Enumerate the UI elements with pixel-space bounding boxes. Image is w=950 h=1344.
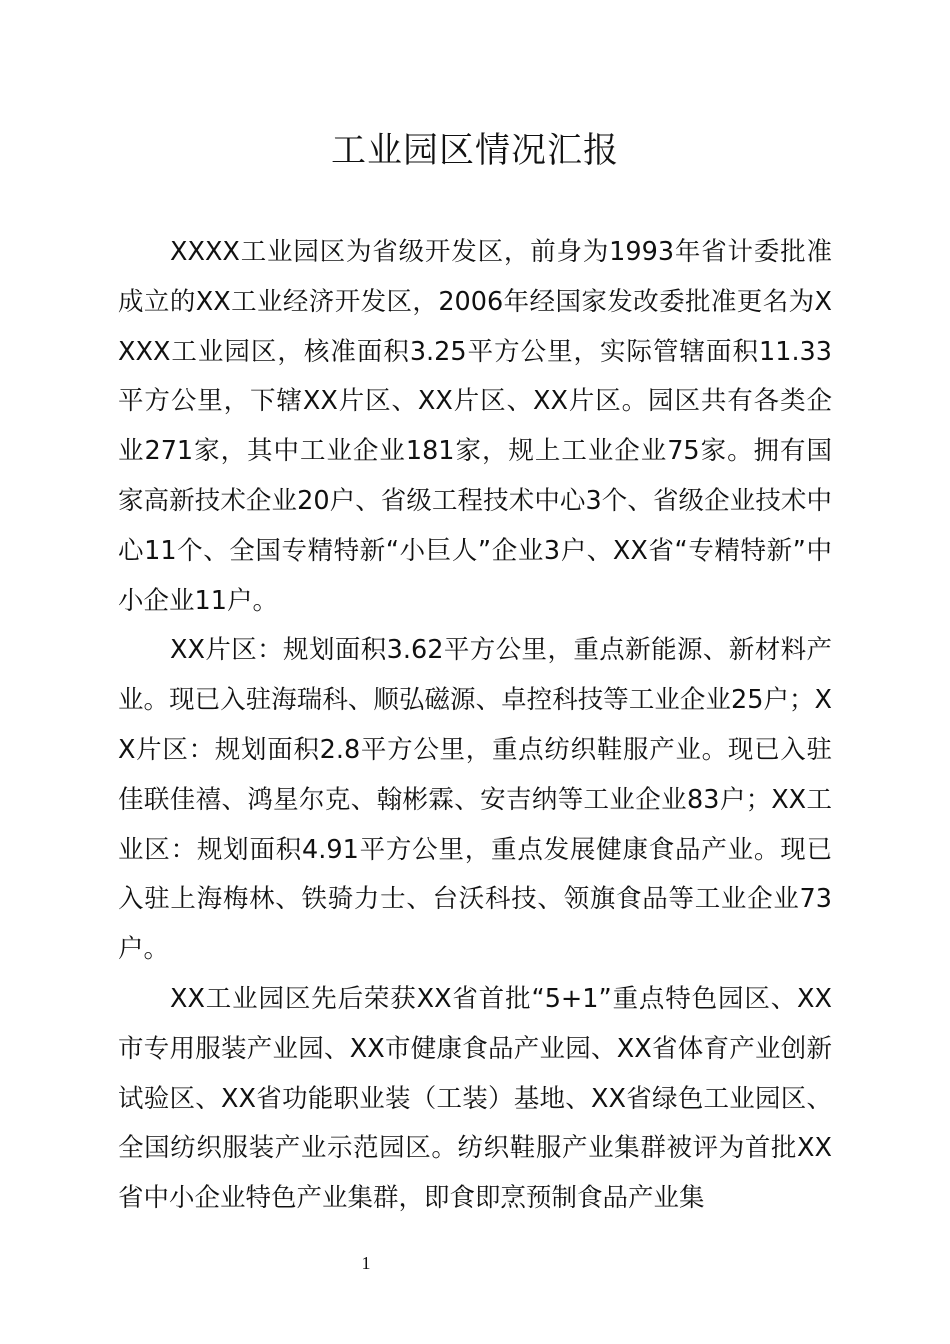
document-body — [118, 228, 832, 1224]
paragraph-honors: XX工业园区先后荣获XX省首批“5+1”重点特色园区、XX市专用服装产业园、XX市健康食品产业园、XX省体育产业创新试验区、XX省功能职业装（工装）基地、XX省绿色工业园区、全国纺织服装产业示范园区。纺织鞋服产业集群被评为首批XX省中小企业特色产业集群，即食即烹预制食品产业集 — [118, 983, 832, 1214]
page-number: 1 — [361, 1253, 371, 1273]
paragraph-districts: XX片区：规划面积3.62平方公里，重点新能源、新材料产业。现已入驻海瑞科、顺弘磁源、卓控科技等工业企业25户；XX片区：规划面积2.8平方公里，重点纺织鞋服产业。现已入驻佳联佳禧、鸿星尔克、翰彬霖、安吉纳等工业企业83户；XX工业区：规划面积4.91平方公里，重点发展健康食品产业。现已入驻上海梅林、铁骑力士、台沃科技、领旗食品等工业企业73户。 — [118, 635, 832, 965]
paragraph-overview: XXXX工业园区为省级开发区，前身为1993年省计委批准成立的XX工业经济开发区，2006年经国家发改委批准更名为XXXX工业园区，核准面积3.25平方公里，实际管辖面积11.33平方公里，下辖XX片区、XX片区、XX片区。园区共有各类企业271家，其中工业企业181家，规上工业企业75家。拥有国家高新技术企业20户、省级工程技术中心3个、省级企业技术中心11个、全国专精特新“小巨人”企业3户、XX省“专精特新”中小企业11户。 — [118, 237, 832, 616]
page-title: 工业园区情况汇报 — [330, 131, 619, 171]
